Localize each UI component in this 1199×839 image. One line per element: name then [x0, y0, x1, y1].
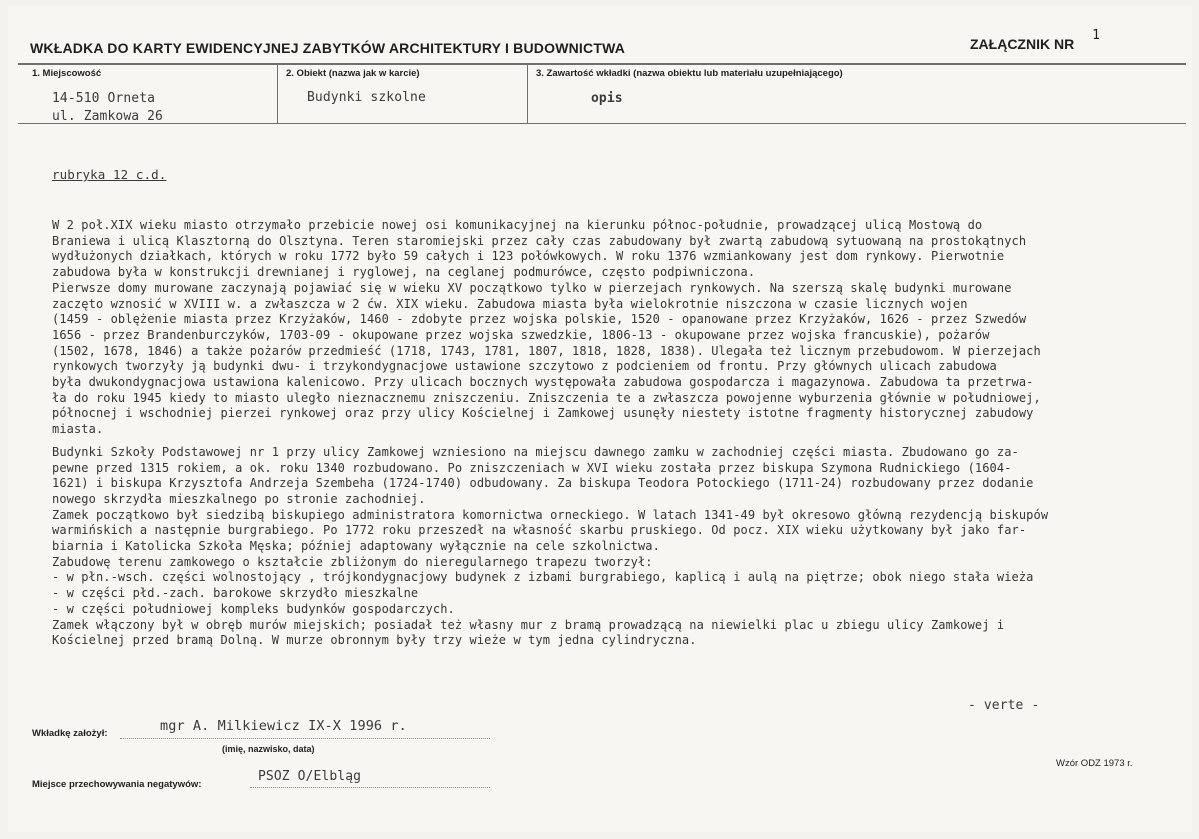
- author-dotted-line: [120, 738, 490, 739]
- text-line: wydłużonych działkach, których w roku 1772 było 59 całych i 123 połówkowych. W roku 1376 wzmiankowany jest dom rynkowy. Pierwotnie: [52, 249, 1005, 264]
- text-line: była dwukondygnacjowa ustawiona kalenicowo. Przy ulicach bocznych występowała zabudowa gospodarcza i magazynowa. Zabudowa ta przetrwa-: [52, 375, 1034, 390]
- place-line-2: ul. Zamkowa 26: [52, 109, 163, 124]
- text-line: Zabudowę terenu zamkowego o kształcie zbliżonym do nieregularnego trapezu tworzył:: [52, 554, 653, 569]
- form-code: Wzór ODZ 1973 r.: [1056, 758, 1133, 769]
- text-line: (1459 - oblężenie miasta przez Krzyżaków, 1460 - zdobyte przez wojska polskie, 1520 - opanowane przez Krzyżaków, 1626 - przez Szwedów: [52, 312, 1027, 327]
- object-value: Budynki szkolne: [307, 90, 426, 105]
- text-line: - w płn.-wsch. części wolnostojący , trójkondygnacjowy budynek z izbami burgrabiego, kaplicą i aulą na piętrze; obok niego stała wieża: [52, 570, 1034, 585]
- storage-value: PSOZ O/Elbląg: [258, 769, 362, 784]
- header-top-rule: [18, 63, 1186, 65]
- header-bottom-rule: [18, 123, 1186, 124]
- text-line: Budynki Szkoły Podstawowej nr 1 przy ulicy Zamkowej wzniesiono na miejscu dawnego zamku w zachodniej części miasta. Zbudowano go za-: [52, 444, 1019, 459]
- text-line: miasta.: [52, 422, 104, 437]
- text-line: nowego skrzydła mieszkalnego po stronie zachodniej.: [52, 491, 426, 506]
- text-line: rynkowych tworzyły ją budynki dwu- i trzykondygnacjowe ustawione szczytowo z podcieniem od frontu. Przy głównych ulicach zabudowa: [52, 359, 997, 374]
- text-line: warmińskich a następnie burgrabiego. Po 1772 roku przeszedł na własność skarbu pruskiego. Od pocz. XIX wieku użytkowany był jako far-: [52, 523, 1027, 538]
- place-line-1: 14-510 Orneta: [52, 91, 156, 106]
- place-label: 1. Miejscowość: [32, 68, 102, 79]
- content-label: 3. Zawartość wkładki (nazwa obiektu lub materiału uzupełniającego): [536, 68, 843, 79]
- text-line: Pierwsze domy murowane zaczynają pojawiać się w wieku XV początkowo tylko w pierzejach rynkowych. Na szerszą skalę budynki murowane: [52, 280, 1012, 295]
- verte-note: - verte -: [968, 698, 1040, 713]
- attachment-number-label: [970, 28, 1100, 53]
- text-line: ła do roku 1945 kiedy to miasto uległo nieznacznemu zniszczeniu. Zniszczenia te a zwłaszcza powojenne wyburzenia głównie w południowej,: [52, 390, 1041, 405]
- text-line: 1656 - przez Brandenburczyków, 1703-09 - okupowane przez wojska szwedzkie, 1806-13 - okupowane przez wojska francuskie), pożarów: [52, 327, 990, 342]
- author-sublabel: (imię, nazwisko, data): [222, 744, 315, 754]
- author-value: mgr A. Milkiewicz IX-X 1996 r.: [160, 718, 407, 734]
- text-line: Kościelnej przed bramą Dolną. W murze obronnym były trzy wieże w tym jedna cylindryczna.: [52, 633, 697, 648]
- storage-dotted-line: [250, 787, 490, 788]
- text-line: zaczęto wznosić w XVIII w. a zwłaszcza w 2 ćw. XIX wieku. Zabudowa miasta była wielokrotnie niszczona w czasie licznych wojen: [52, 296, 968, 311]
- text-line: północnej i wschodniej pierzei rynkowej oraz przy ulicy Kościelnej i Zamkowej usunęły niestety istotne fragmenty historycznej zabudowy: [52, 406, 1034, 421]
- text-line: 1621) i biskupa Krzysztofa Andrzeja Szembeha (1724-1740) odbudowany. Za biskupa Teodora Potockiego (1711-24) rozbudowany przez dodanie: [52, 476, 1034, 491]
- description-text: [52, 218, 1162, 649]
- form-title: WKŁADKA DO KARTY EWIDENCYJNEJ ZABYTKÓW ARCHITEKTURY I BUDOWNICTWA: [30, 40, 626, 56]
- text-line: zabudowa była w konstrukcji drewnianej i ryglowej, na ceglanej podmurówce, często podpiwniczona.: [52, 265, 756, 280]
- text-line: - w części południowej kompleks budynków gospodarczych.: [52, 601, 455, 616]
- column-divider-2: [527, 63, 528, 123]
- content-value: opis: [591, 91, 623, 106]
- text-line: Braniewa i ulicą Klasztorną do Olsztyna. Teren staromiejski przez cały czas zabudowany był zwartą zabudową sytuowaną na prostokątnych: [52, 233, 1027, 248]
- text-line: - w części płd.-zach. barokowe skrzydło mieszkalne: [52, 586, 419, 601]
- attachment-number: 1: [1092, 28, 1100, 43]
- text-line: biarnia i Katolicka Szkoła Męska; później adaptowany wyłącznie na cele szkolnictwa.: [52, 539, 660, 554]
- text-line: Zamek początkowo był siedzibą biskupiego administratora komornictwa orneckiego. W latach 1341-49 był okresowo główną rezydencją biskupów: [52, 507, 1049, 522]
- text-line: W 2 poł.XIX wieku miasto otrzymało przebicie nowej osi komunikacyjnej na kierunku północ-południe, prowadzącej ulicą Mostową do: [52, 218, 983, 232]
- column-divider-1: [277, 63, 278, 123]
- text-line: Zamek włączony był w obręb murów miejskich; posiadał też własny mur z bramą prowadzącą na niewielki plac u zbiegu ulicy Zamkowej i: [52, 617, 1005, 632]
- place-value: [52, 90, 163, 126]
- object-label: 2. Obiekt (nazwa jak w karcie): [286, 68, 420, 79]
- author-label: Wkładkę założył:: [32, 728, 108, 739]
- text-line: (1502, 1678, 1846) a także pożarów przedmieść (1718, 1743, 1781, 1807, 1818, 1828, 1838). Ulegała też licznym przebudowom. W pierzejach: [52, 343, 1041, 358]
- text-line: pewne przed 1315 rokiem, a ok. roku 1340 rozbudowano. Po zniszczeniach w XVI wieku została przez biskupa Szymona Rudnickiego (1604-: [52, 460, 1012, 475]
- attachment-label: ZAŁĄCZNIK NR: [970, 36, 1075, 52]
- rubric-heading: rubryka 12 c.d.: [52, 167, 167, 182]
- storage-label: Miejsce przechowywania negatywów:: [32, 779, 202, 790]
